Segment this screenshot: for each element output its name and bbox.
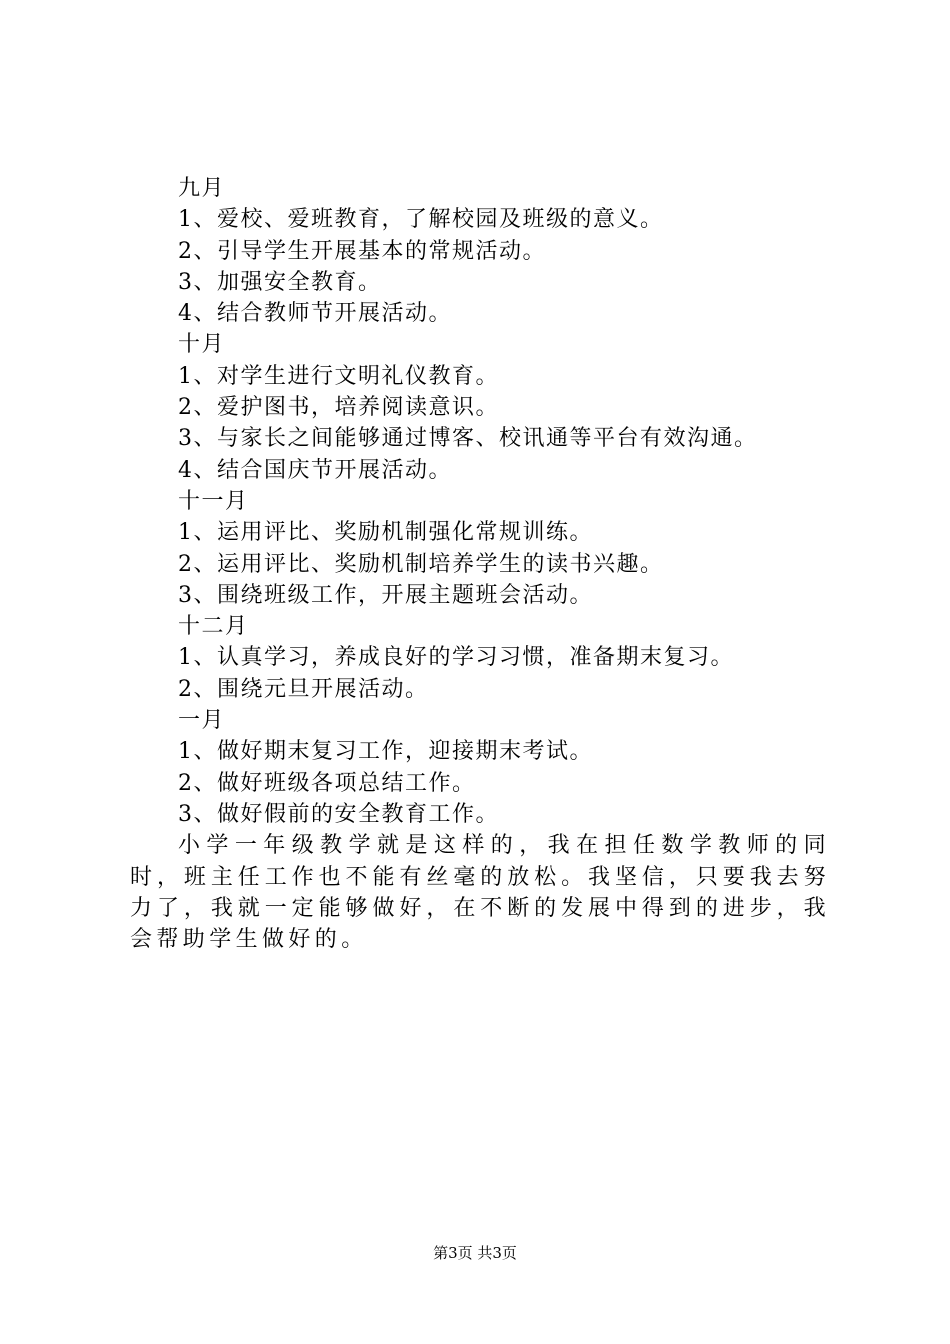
plan-item: 2、引导学生开展基本的常规活动。 [178, 238, 546, 264]
month-heading: 十一月 [178, 488, 249, 514]
plan-item: 2、运用评比、奖励机制培养学生的读书兴趣。 [178, 551, 664, 577]
plan-item: 2、爱护图书，培养阅读意识。 [178, 395, 499, 421]
document-body [130, 173, 830, 955]
plan-item: 2、做好班级各项总结工作。 [178, 770, 476, 796]
plan-item: 1、对学生进行文明礼仪教育。 [178, 363, 499, 389]
plan-item: 3、围绕班级工作，开展主题班会活动。 [178, 582, 593, 608]
plan-item: 4、结合教师节开展活动。 [178, 301, 452, 327]
month-heading: 一月 [178, 708, 226, 734]
conclusion-paragraph: 小学一年级教学就是这样的，我在担任数学教师的同时，班主任工作也不能有丝毫的放松。我坚信，只要我去努力了，我就一定能够做好，在不断的发展中得到的进步，我会帮助学生做好的。 [130, 833, 830, 953]
plan-item: 1、做好期末复习工作，迎接期末考试。 [178, 739, 593, 765]
month-heading: 十二月 [178, 614, 249, 640]
page-footer: 第3页 共3页 [433, 1244, 517, 1262]
plan-item: 2、围绕元旦开展活动。 [178, 676, 429, 702]
plan-item: 3、做好假前的安全教育工作。 [178, 801, 499, 827]
plan-item: 1、运用评比、奖励机制强化常规训练。 [178, 520, 593, 546]
plan-item: 4、结合国庆节开展活动。 [178, 457, 452, 483]
month-heading: 九月 [178, 176, 226, 201]
month-heading: 十月 [178, 332, 226, 358]
plan-item: 3、与家长之间能够通过博客、校讯通等平台有效沟通。 [178, 426, 758, 452]
plan-item: 1、认真学习，养成良好的学习习惯，准备期末复习。 [178, 645, 734, 671]
plan-item: 3、加强安全教育。 [178, 269, 382, 295]
plan-item: 1、爱校、爱班教育，了解校园及班级的意义。 [178, 207, 664, 233]
